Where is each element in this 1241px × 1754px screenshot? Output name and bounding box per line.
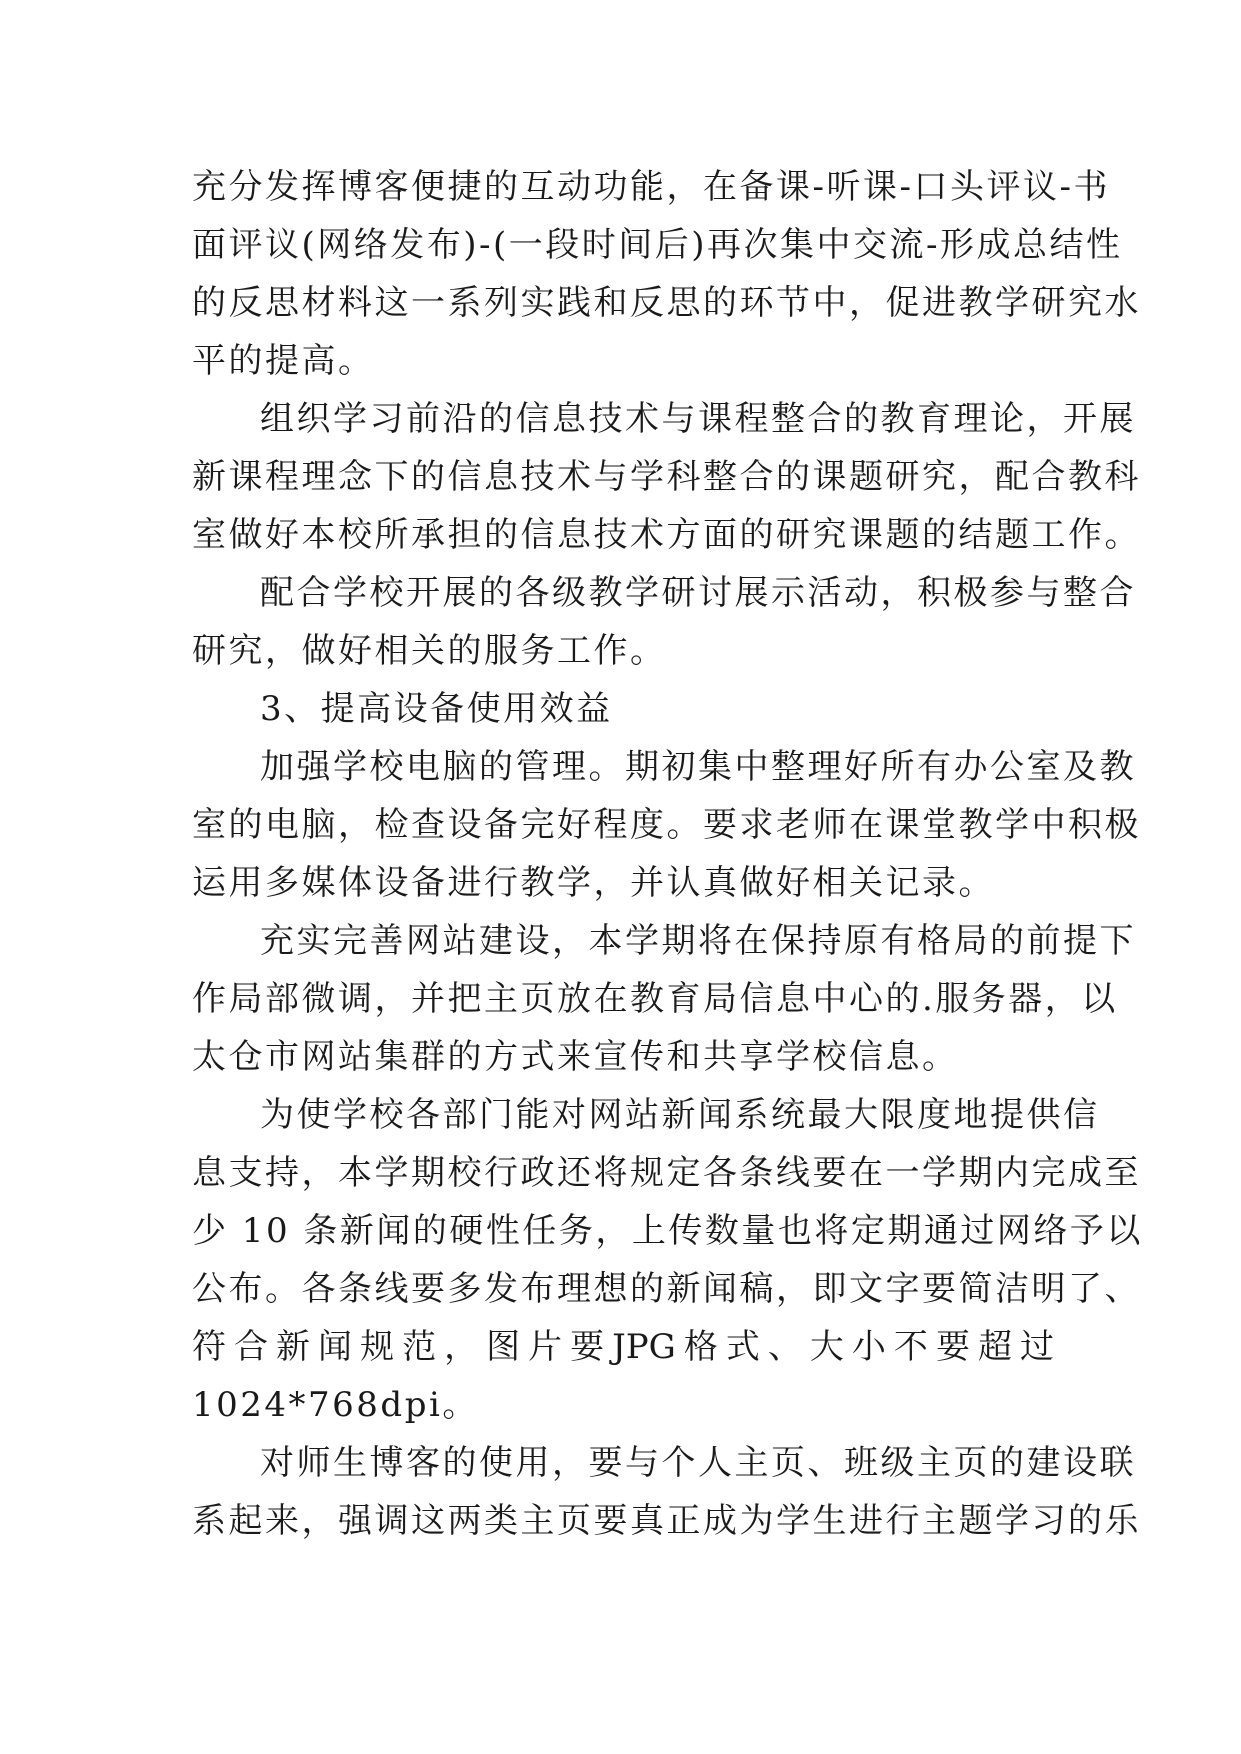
paragraph-news-system [192, 1086, 1143, 1434]
justified-token: 过 [1019, 1327, 1054, 1367]
text-line: 太仓市网站集群的方式来宣传和共享学校信息。 [192, 1037, 959, 1077]
paragraph-computer-management [192, 738, 1141, 912]
text-line: 室做好本校所承担的信息技术方面的研究课题的结题工作。 [192, 515, 1141, 555]
justified-token: 格 [683, 1327, 718, 1367]
justified-token: 要 [935, 1327, 970, 1367]
text-line: 加强学校电脑的管理。期初集中整理好所有办公室及教 [260, 747, 1136, 787]
paragraph-interaction [192, 158, 1141, 390]
text-line: 室的电脑，检查设备完好程度。要求老师在课堂教学中积极 [192, 805, 1141, 845]
text-line: 新课程理念下的信息技术与学科整合的课题研究，配合教科 [192, 457, 1141, 497]
paragraph-research-activities [192, 564, 1136, 680]
paragraph-theory-study [192, 390, 1141, 564]
text-line-justified [192, 1318, 1054, 1376]
text-line: 少 10 条新闻的硬性任务，上传数量也将定期通过网络予以 [192, 1211, 1143, 1251]
document-page [192, 158, 1143, 1550]
justified-token: 超 [977, 1327, 1012, 1367]
text-line: 1024*768dpi。 [192, 1385, 479, 1425]
justified-token: 片 [528, 1327, 563, 1367]
justified-token: 闻 [318, 1327, 353, 1367]
text-line: 对师生博客的使用，要与个人主页、班级主页的建设联 [260, 1443, 1136, 1483]
justified-token: 式 [725, 1327, 760, 1367]
text-line: 为使学校各部门能对网站新闻系统最大限度地提供信 [260, 1095, 1100, 1135]
text-line: 组织学习前沿的信息技术与课程整合的教育理论，开展 [260, 399, 1136, 439]
text-line: 公布。各条线要多发布理想的新闻稿，即文字要简洁明了、 [192, 1269, 1141, 1309]
justified-token: 、 [767, 1327, 802, 1367]
justified-token: 小 [851, 1327, 886, 1367]
text-line: 充分发挥博客便捷的互动功能，在备课-听课-口头评议-书 [192, 167, 1110, 207]
paragraph-blog-usage [192, 1434, 1141, 1550]
text-line: 的反思材料这一系列实践和反思的环节中，促进教学研究水 [192, 283, 1141, 323]
text-line: 配合学校开展的各级教学研讨展示活动，积极参与整合 [260, 573, 1136, 613]
justified-token: 图 [486, 1327, 521, 1367]
justified-token: 新 [276, 1327, 311, 1367]
text-line: 研究，做好相关的服务工作。 [192, 631, 667, 671]
justified-token: 符 [192, 1327, 226, 1367]
section-heading [192, 680, 1054, 738]
paragraph-website-construction [192, 912, 1136, 1086]
justified-token: 合 [234, 1327, 269, 1367]
text-line: 面评议(网络发布)-(一段时间后)再次集中交流-形成总结性 [192, 225, 1123, 265]
text-line: 系起来，强调这两类主页要真正成为学生进行主题学习的乐 [192, 1501, 1141, 1541]
justified-token: 范 [402, 1327, 437, 1367]
text-line: 充实完善网站建设，本学期将在保持原有格局的前提下 [260, 921, 1136, 961]
text-line: 作局部微调，并把主页放在教育局信息中心的.服务器，以 [192, 979, 1118, 1019]
justified-token: 不 [893, 1327, 928, 1367]
justified-token: 规 [360, 1327, 395, 1367]
justified-token: 要 [570, 1327, 605, 1367]
section-heading-text: 3、提高设备使用效益 [260, 689, 613, 729]
text-line: 息支持，本学期校行政还将规定各条线要在一学期内完成至 [192, 1153, 1141, 1193]
text-line: 平的提高。 [192, 341, 375, 381]
justified-token: 大 [809, 1327, 844, 1367]
text-line: 运用多媒体设备进行教学，并认真做好相关记录。 [192, 863, 995, 903]
justified-token: JPG [612, 1327, 676, 1367]
justified-token: ， [444, 1327, 479, 1367]
